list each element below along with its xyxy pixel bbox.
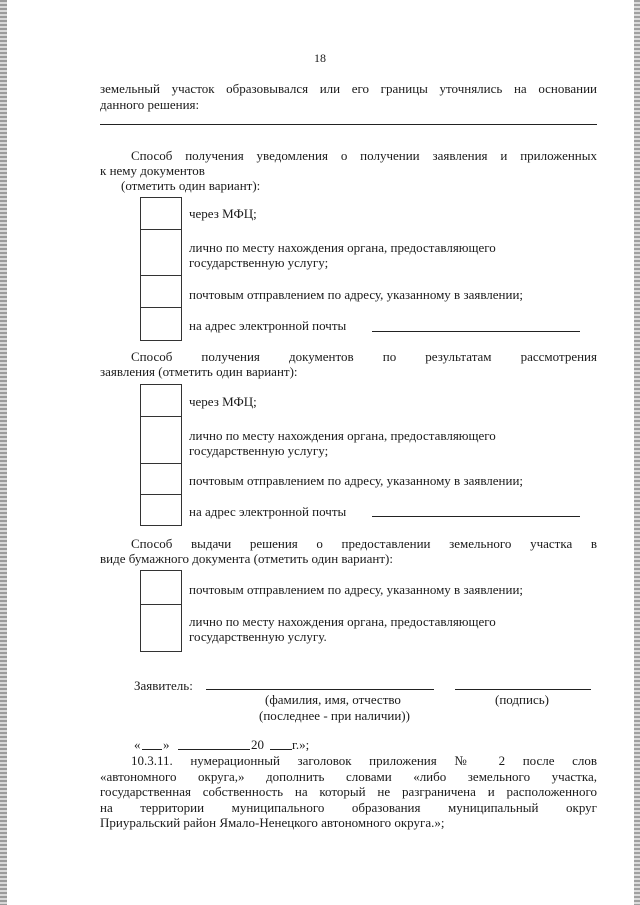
section3-option-in-person-line-2: государственную услугу.: [189, 629, 327, 644]
section3-option-in-person-line-1: лично по месту нахождения органа, предоставляющего: [189, 614, 496, 629]
section3-option-post: почтовым отправлением по адресу, указанному в заявлении;: [189, 582, 524, 597]
date-year-prefix: 20: [251, 737, 264, 752]
section2-option-post: почтовым отправлением по адресу, указанному в заявлении;: [189, 473, 524, 488]
intro-line-2: данного решения:: [100, 97, 200, 112]
section1-option-post: почтовым отправлением по адресу, указанному в заявлении;: [189, 287, 524, 302]
section1-checkbox-email[interactable]: [141, 308, 181, 340]
section2-checkbox-email[interactable]: [141, 495, 181, 525]
amendment-line-3: государственная собственность на который не разграничена и расположенного: [100, 784, 597, 799]
date-quote-open: «: [134, 737, 141, 752]
signature-caption: (подпись): [495, 692, 549, 707]
section1-checkbox-column: [140, 197, 182, 341]
intro-line-1: земельный участок образовывался или его границы уточнялись на основании: [100, 81, 597, 96]
section1-email-blank[interactable]: [372, 331, 580, 332]
section2-checkbox-mfc[interactable]: [141, 385, 181, 417]
section2-email-blank[interactable]: [372, 516, 580, 517]
section1-option-in-person-line-2: государственную услугу;: [189, 255, 329, 270]
amendment-line-1: 10.3.11. нумерационный заголовок приложения № 2 после слов: [131, 753, 597, 768]
amendment-line-4: на территории муниципального образования муниципальный округ: [100, 800, 597, 815]
date-year-blank[interactable]: [270, 749, 292, 750]
date-day-blank[interactable]: [142, 749, 162, 750]
section1-line-1: Способ получения уведомления о получении заявления и приложенных: [131, 148, 597, 163]
section1-line-3: (отметить один вариант):: [121, 178, 261, 193]
amendment-line-5: Приуральский район Ямало-Ненецкого автономного округа.»;: [100, 815, 445, 830]
section1-option-email: на адрес электронной почты: [189, 318, 347, 333]
fio-caption-line-2: (последнее - при наличии)): [259, 708, 410, 723]
section2-line-2: заявления (отметить один вариант):: [100, 364, 298, 379]
scan-edge-left: [0, 0, 7, 905]
section2-checkbox-column: [140, 384, 182, 526]
date-quote-close: »: [163, 737, 170, 752]
applicant-fio-blank[interactable]: [206, 689, 434, 690]
section2-option-in-person-line-2: государственную услугу;: [189, 443, 329, 458]
section1-checkbox-in-person[interactable]: [141, 230, 181, 276]
section1-option-mfc: через МФЦ;: [189, 206, 257, 221]
section2-option-mfc: через МФЦ;: [189, 394, 257, 409]
section2-option-email: на адрес электронной почты: [189, 504, 347, 519]
scan-edge-right: [634, 0, 640, 905]
section3-checkbox-column: [140, 570, 182, 652]
date-month-blank[interactable]: [178, 749, 250, 750]
page-number: 18: [314, 51, 326, 65]
section1-option-in-person-line-1: лично по месту нахождения органа, предоставляющего: [189, 240, 496, 255]
amendment-line-2: «автономного округа,» дополнить словами «либо земельного участка,: [100, 769, 597, 784]
applicant-signature-blank[interactable]: [455, 689, 591, 690]
section3-line-2: виде бумажного документа (отметить один вариант):: [100, 551, 393, 566]
section3-line-1: Способ выдачи решения о предоставлении земельного участка в: [131, 536, 597, 551]
section2-option-in-person-line-1: лично по месту нахождения органа, предоставляющего: [189, 428, 496, 443]
section1-checkbox-post[interactable]: [141, 276, 181, 308]
section2-checkbox-post[interactable]: [141, 464, 181, 495]
section3-checkbox-post[interactable]: [141, 571, 181, 605]
intro-blank-line: [100, 124, 597, 125]
fio-caption-line-1: (фамилия, имя, отчество: [265, 692, 401, 707]
section2-line-1: Способ получения документов по результатам рассмотрения: [131, 349, 597, 364]
applicant-label: Заявитель:: [134, 678, 193, 693]
section1-line-2: к нему документов: [100, 163, 205, 178]
section3-checkbox-in-person[interactable]: [141, 605, 181, 651]
section2-checkbox-in-person[interactable]: [141, 417, 181, 464]
section1-checkbox-mfc[interactable]: [141, 198, 181, 230]
date-year-suffix: г.»;: [292, 737, 310, 752]
